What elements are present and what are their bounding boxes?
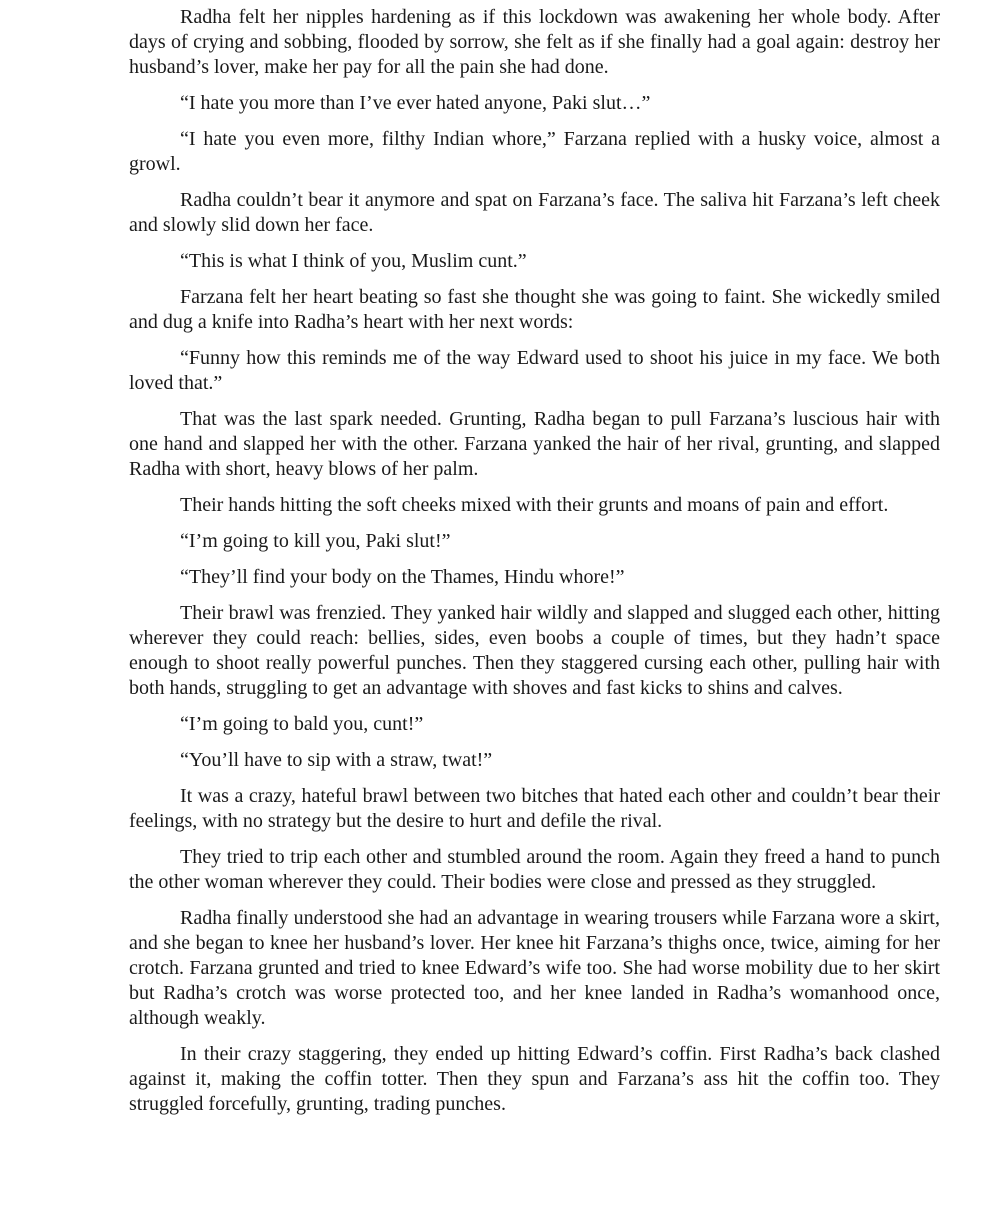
paragraph: That was the last spark needed. Grunting, Radha began to pull Farzana’s luscious hair with one hand and slapped her with the other. Farzana yanked the hair of her rival, grunting, and slapped Radha with short, heavy blows of her palm. xyxy=(129,408,940,480)
dialogue-paragraph: “You’ll have to sip with a straw, twat!” xyxy=(180,749,493,771)
paragraph: Their hands hitting the soft cheeks mixed with their grunts and moans of pain and effort. xyxy=(180,494,889,516)
paragraph: Their brawl was frenzied. They yanked hair wildly and slapped and slugged each other, hitting wherever they could reach: bellies, sides, even boobs a couple of times, but they hadn’t space enough to shoot really powerful punches. Then they staggered cursing each other, pulling hair with both hands, struggling to get an advantage with shoves and fast kicks to shins and calves. xyxy=(129,602,940,699)
dialogue-paragraph: “They’ll find your body on the Thames, Hindu whore!” xyxy=(180,566,625,588)
dialogue-paragraph: “I hate you even more, filthy Indian whore,” Farzana replied with a husky voice, almost a growl. xyxy=(129,128,940,175)
dialogue-paragraph: “This is what I think of you, Muslim cunt.” xyxy=(180,250,527,272)
document-page xyxy=(129,5,940,1128)
paragraph: In their crazy staggering, they ended up hitting Edward’s coffin. First Radha’s back clashed against it, making the coffin totter. Then they spun and Farzana’s ass hit the coffin too. They struggled forcefully, grunting, trading punches. xyxy=(129,1043,940,1115)
paragraph: It was a crazy, hateful brawl between two bitches that hated each other and couldn’t bear their feelings, with no strategy but the desire to hurt and defile the rival. xyxy=(129,785,940,832)
dialogue-paragraph: “I hate you more than I’ve ever hated anyone, Paki slut…” xyxy=(180,92,651,114)
paragraph: Farzana felt her heart beating so fast she thought she was going to faint. She wickedly smiled and dug a knife into Radha’s heart with her next words: xyxy=(129,286,940,333)
dialogue-paragraph: “I’m going to bald you, cunt!” xyxy=(180,713,424,735)
paragraph: Radha finally understood she had an advantage in wearing trousers while Farzana wore a skirt, and she began to knee her husband’s lover. Her knee hit Farzana’s thighs once, twice, aiming for her crotch. Farzana grunted and tried to knee Edward’s wife too. She had worse mobility due to her skirt but Radha’s crotch was worse protected too, and her knee landed in Radha’s womanhood once, although weakly. xyxy=(129,907,940,1029)
paragraph: They tried to trip each other and stumbled around the room. Again they freed a hand to punch the other woman wherever they could. Their bodies were close and pressed as they struggled. xyxy=(129,846,940,893)
dialogue-paragraph: “Funny how this reminds me of the way Edward used to shoot his juice in my face. We both loved that.” xyxy=(129,347,940,394)
paragraph: Radha couldn’t bear it anymore and spat on Farzana’s face. The saliva hit Farzana’s left cheek and slowly slid down her face. xyxy=(129,189,940,236)
paragraph: Radha felt her nipples hardening as if this lockdown was awakening her whole body. After days of crying and sobbing, flooded by sorrow, she felt as if she finally had a goal again: destroy her husband’s lover, make her pay for all the pain she had done. xyxy=(129,6,940,78)
dialogue-paragraph: “I’m going to kill you, Paki slut!” xyxy=(180,530,451,552)
